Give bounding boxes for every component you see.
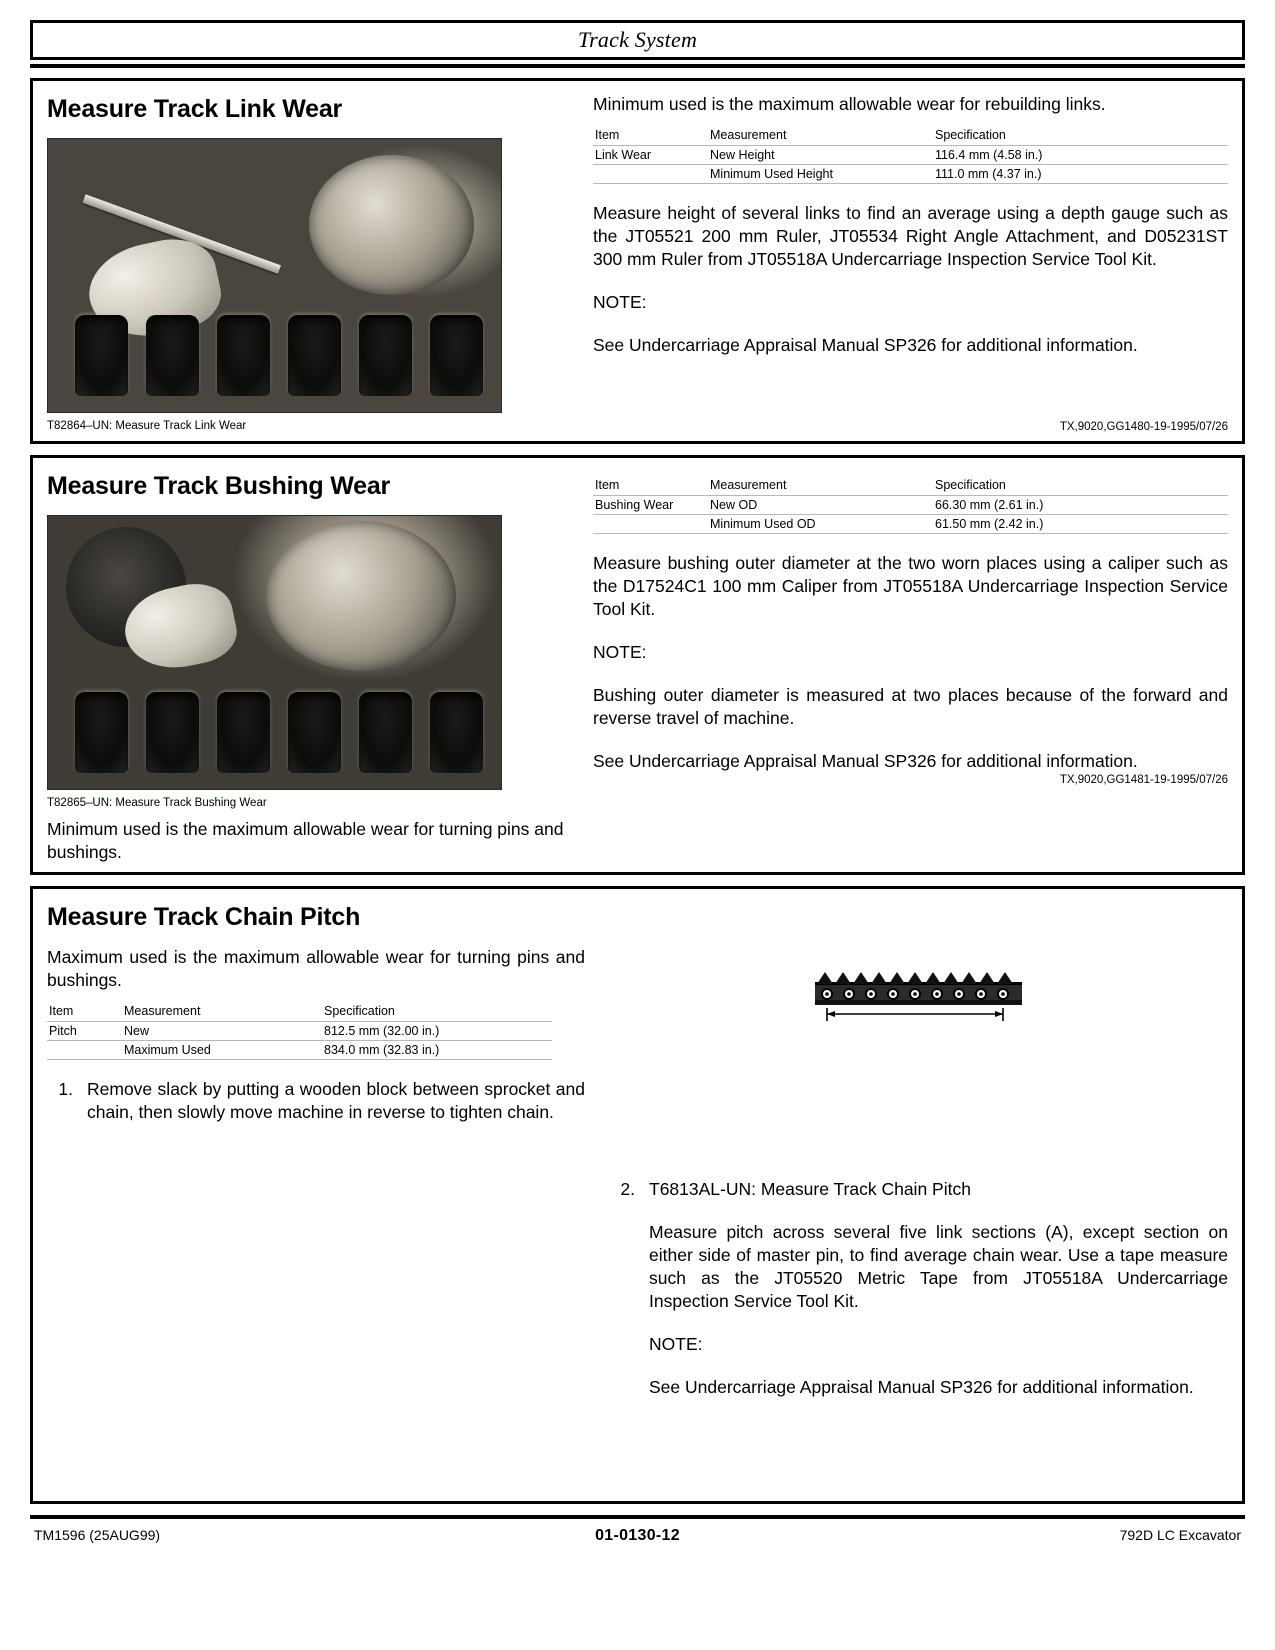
col-header-specification: Specification	[324, 1004, 395, 1018]
figure-measure-track-bushing-wear	[47, 515, 502, 790]
table-row	[593, 515, 1228, 534]
cell-specification: 61.50 mm (2.42 in.)	[935, 517, 1044, 531]
section2-left-column	[47, 470, 585, 864]
section1-note-label: NOTE:	[593, 292, 647, 312]
section1-title: Measure Track Link Wear	[47, 95, 343, 123]
col-header-item: Item	[595, 478, 620, 492]
section2-note-text-2: See Undercarriage Appraisal Manual SP326 for additional information.	[593, 751, 1138, 771]
section1-note-text: See Undercarriage Appraisal Manual SP326 for additional information.	[593, 335, 1138, 355]
cell-item: Bushing Wear	[595, 498, 674, 512]
table-row	[593, 165, 1228, 184]
section1-left-column	[47, 93, 585, 433]
figure-measure-track-chain-pitch	[811, 966, 1026, 1028]
step-item-1	[47, 1078, 585, 1124]
figure-caption-3: T6813AL-UN: Measure Track Chain Pitch	[649, 1179, 971, 1199]
page-header	[30, 20, 1245, 60]
col-header-specification: Specification	[935, 128, 1006, 142]
section3-title: Measure Track Chain Pitch	[47, 903, 361, 931]
col-header-specification: Specification	[935, 478, 1006, 492]
cell-item: Pitch	[49, 1024, 77, 1038]
footer-manual-id: TM1596 (25AUG99)	[34, 1527, 161, 1543]
cell-measurement: Minimum Used Height	[710, 167, 833, 181]
cell-specification: 812.5 mm (32.00 in.)	[324, 1024, 440, 1038]
cell-measurement: Minimum Used OD	[710, 517, 816, 531]
cell-measurement: New OD	[710, 498, 758, 512]
section3-right-column	[599, 946, 1228, 1419]
table-header-row	[593, 126, 1228, 146]
section-measure-track-link-wear	[30, 78, 1245, 444]
cell-item: Link Wear	[595, 148, 652, 162]
cell-item	[47, 1041, 122, 1060]
table-row	[593, 496, 1228, 515]
col-header-measurement: Measurement	[124, 1004, 201, 1018]
table-row	[47, 1022, 552, 1041]
spec-table-bushing-wear	[593, 476, 1228, 534]
section2-reference-code: TX,9020,GG1481-19-1995/07/26	[1059, 774, 1228, 786]
step-number-2: 2.	[620, 1179, 635, 1199]
section1-intro: Minimum used is the maximum allowable wear for rebuilding links.	[593, 94, 1106, 114]
page-footer	[30, 1527, 1245, 1545]
section1-reference-code: TX,9020,GG1480-19-1995/07/26	[1059, 421, 1228, 433]
footer-page-number: 01-0130-12	[595, 1527, 680, 1544]
page-header-title: Track System	[577, 27, 698, 52]
col-header-item: Item	[595, 128, 620, 142]
section2-right-column	[585, 470, 1228, 864]
table-row	[47, 1041, 552, 1060]
spec-table-link-wear	[593, 126, 1228, 184]
step-number-1: 1.	[58, 1079, 73, 1099]
footer-divider	[30, 1515, 1245, 1519]
section3-steps	[47, 1078, 585, 1124]
cell-specification: 66.30 mm (2.61 in.)	[935, 498, 1044, 512]
track-chain-diagram-icon	[811, 966, 1026, 1028]
col-header-item: Item	[49, 1004, 74, 1018]
section1-body: Measure height of several links to find an average using a depth gauge such as the JT05521 200 mm Ruler, JT05534 Right Angle Attachment, and D05231ST 300 mm Ruler from JT05518A Undercarriage Inspection Service Tool Kit.	[593, 203, 1228, 269]
section3-intro: Maximum used is the maximum allowable wear for turning pins and bushings.	[47, 947, 585, 990]
section2-body: Measure bushing outer diameter at the two worn places using a caliper such as the D17524C1 100 mm Caliper from JT05518A Undercarriage Inspection Service Tool Kit.	[593, 553, 1228, 619]
header-divider	[30, 64, 1245, 68]
section1-right-column	[585, 93, 1228, 433]
spec-table-chain-pitch	[47, 1002, 552, 1060]
section3-note-label: NOTE:	[649, 1334, 703, 1354]
cell-item	[593, 165, 708, 184]
table-header-row	[47, 1002, 552, 1022]
cell-specification: 111.0 mm (4.37 in.)	[935, 167, 1042, 181]
col-header-measurement: Measurement	[710, 478, 787, 492]
section2-title: Measure Track Bushing Wear	[47, 472, 391, 500]
section-measure-track-chain-pitch	[30, 886, 1245, 1504]
figure-measure-track-link-wear	[47, 138, 502, 413]
section2-note-label: NOTE:	[593, 642, 647, 662]
cell-specification: 834.0 mm (32.83 in.)	[324, 1043, 440, 1057]
cell-item	[593, 515, 708, 534]
col-header-measurement: Measurement	[710, 128, 787, 142]
section3-note-text: See Undercarriage Appraisal Manual SP326 for additional information.	[649, 1377, 1194, 1397]
section-measure-track-bushing-wear	[30, 455, 1245, 875]
cell-measurement: Maximum Used	[124, 1043, 211, 1057]
table-row	[593, 146, 1228, 165]
section2-under-photo-text: Minimum used is the maximum allowable wear for turning pins and bushings.	[47, 819, 564, 862]
section3-step-2-block	[609, 1178, 1228, 1419]
section3-left-column	[47, 946, 599, 1419]
section2-note-text: Bushing outer diameter is measured at two places because of the forward and reverse travel of machine.	[593, 685, 1228, 728]
figure-caption-2: T82865–UN: Measure Track Bushing Wear	[47, 797, 267, 809]
cell-measurement: New Height	[710, 148, 775, 162]
step-text-2: Measure pitch across several five link sections (A), except section on either side of master pin, to find average chain wear. Use a tape measure such as the JT05520 Metric Tape from JT05518A Undercarriage Inspection Service Tool Kit.	[649, 1222, 1228, 1311]
step-text-1: Remove slack by putting a wooden block between sprocket and chain, then slowly move machine in reverse to tighten chain.	[87, 1079, 585, 1122]
figure-caption-1: T82864–UN: Measure Track Link Wear	[47, 420, 247, 432]
cell-specification: 116.4 mm (4.58 in.)	[935, 148, 1043, 162]
cell-measurement: New	[124, 1024, 150, 1038]
footer-machine-model: 792D LC Excavator	[1119, 1527, 1241, 1543]
table-header-row	[593, 476, 1228, 496]
